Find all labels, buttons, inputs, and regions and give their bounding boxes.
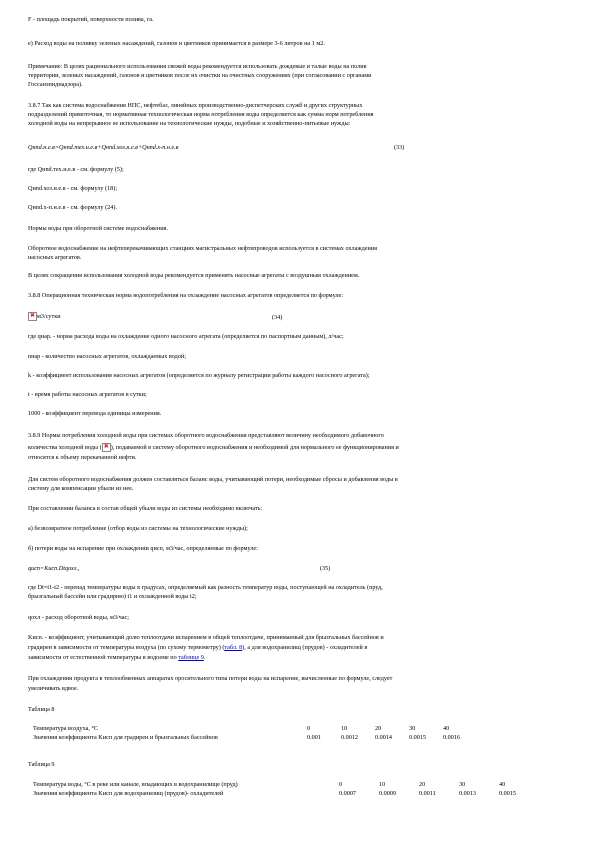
table-row: Температура воды, °C в реке или канале, впадающих в водохранилище (пруд) 0 10 20 30 40	[33, 781, 506, 788]
table-8-title: Таблица 8	[28, 706, 55, 713]
note-line: Примечание: В целях рационального использования свежей воды рекомендуется использовать дождевые и талые воды на полив	[28, 63, 367, 70]
paragraph: где Qнnd.тех.н.е.в - см. формулу (5);	[28, 166, 124, 173]
paragraph-line: 3.8.7 Так как система водоснабжения НПС, нефтебаз, линейных производственно-диспетчерских служб и других структурных	[28, 102, 363, 109]
table-8	[30, 724, 474, 742]
paragraph: Qнnd.хоз.н.е.в - см. формулу (18);	[28, 185, 118, 192]
paragraph: а) безвозвратное потребление (отбор воды из системы на технологические нужды);	[28, 525, 248, 532]
paragraph-line: При охлаждении продукта в теплообменных аппаратах оросительного типа потери воды на испарение, вычисленные по формуле, следует	[28, 675, 393, 682]
paragraph-line: градирен в зависимости от температуры воздуха (по сухому термометру) (табл. 8), а для водохранилищ (прудов) - охладителей в	[28, 644, 368, 651]
formula-33: Qнnd.н.е.в=Qнnd.тех.н.е.в+Qнnd.хоз.н.е.в+Qнnd.х-п.н.е.в	[28, 144, 179, 151]
paragraph: При составлении баланса в состав общей убыли воды из системы необходимо включать:	[28, 505, 263, 512]
paragraph: e) Расход воды на поливку зеленых насаждений, газонов и цветников принимается в размере 3-6 литров на 1 м2.	[28, 40, 325, 47]
note-line: Госсанэпиднадзора).	[28, 81, 83, 88]
paragraph-line: насосных агрегатов.	[28, 254, 82, 261]
paragraph-line: подразделений прямоточная, то нормативная технологическая норма потребления воды определяется как сумма норм потребления	[28, 111, 374, 118]
formula-34: ✖м3/сутки	[28, 312, 278, 322]
paragraph-line: относятся к объему перекачанной нефти.	[28, 454, 137, 461]
paragraph: k - коэффициент использования насосных агрегатов (определяется по журналу регистрации работы каждого насосного агрегата);	[28, 372, 370, 379]
paragraph-line: 3.8.9 Нормы потребления холодной воды при системах оборотного водоснабжения представляют величину необходимого добавочного	[28, 432, 384, 439]
paragraph: 1000 - коэффициент перевода единицы измерения.	[28, 410, 162, 417]
paragraph-line: Для систем оборотного водоснабжения должен составляться баланс воды, учитывающий потери, необходимые сбросы и добавления воды в	[28, 476, 398, 483]
paragraph-line: где Dt=t1-t2 - перепад температуры воды в градусах, определяемый как разность температур воды, поступающей на охладитель (пруд,	[28, 584, 383, 591]
table-9-link[interactable]: таблице 9	[178, 654, 204, 661]
table-row: Значения коэффициента Kисп для водохранилищ (прудов)- охладителей 0.0007 0.0009 0.0011 0.0013 0.0015	[33, 790, 517, 797]
formula-number: (34)	[272, 314, 283, 321]
paragraph: t - время работы насосных агрегатов в сутки;	[28, 391, 147, 398]
paragraph: В целях сокращения использования холодной воды рекомендуется применять насосные агрегаты с воздушным охлаждением.	[28, 272, 360, 279]
paragraph: б) потери воды на испарение при охлаждении qисп, м3/час, определяемые по формуле:	[28, 545, 258, 552]
paragraph: Qнnd.х-п.н.е.в - см. формулу (24).	[28, 204, 117, 211]
formula-number: (35)	[320, 565, 331, 572]
formula-35: qисп=Kисп.Dtqохл.,	[28, 565, 80, 572]
table-8-link[interactable]: табл. 8	[224, 644, 243, 651]
paragraph: 3.8.8 Операционная техническая норма водопотребления на охлаждение насосных агрегатов определяется по формуле:	[28, 292, 343, 299]
formula-number: (33)	[394, 144, 405, 151]
paragraph-line: Kисп. - коэффициент, учитывающий долю теплоотдачи испарением в общей теплоотдаче, принимаемый для брызгальных бассейнов и	[28, 634, 384, 641]
paragraph-line: зависимости от естественной температуры в водоеме по таблице 9.	[28, 654, 206, 661]
paragraph-line: брызгальный бассейн или градирню) t1 и охлажденной воды t2;	[28, 593, 197, 600]
paragraph: F - площадь покрытий, поверхности полива, га.	[28, 16, 154, 23]
broken-image-icon	[102, 443, 111, 452]
broken-image-icon	[28, 312, 37, 321]
paragraph-line: количества холодной воды (✖ ), подаваемой в систему оборотного водоснабжения и необходимой для нормального ее функционирования и	[28, 443, 573, 453]
paragraph-line: систему для компенсации убыли из нее.	[28, 485, 134, 492]
paragraph-line: холодной воды на непрерывное ее использование на технологические нужды, подобные и хозяйственно-питьевые нужды:	[28, 120, 351, 127]
table-row: Значения коэффициента Kисп для градирен и брызгальных бассейнов 0.001 0.0012 0.0014 0.0015 0.0016	[33, 734, 461, 741]
note-line: территории, зеленых насаждений, газонов и цветников после их очистки на очистных сооружениях (при согласовании с органами	[28, 72, 372, 79]
paragraph-line: увеличивать вдвое.	[28, 685, 79, 692]
table-9-title: Таблица 9	[28, 761, 55, 768]
table-9	[30, 780, 536, 798]
paragraph: где qнар. - норма расхода воды на охлаждение одного насосного агрегата (определяется по паспортным данным), л/час;	[28, 333, 344, 340]
paragraph-line: Оборотное водоснабжение на нефтеперекачивающих станциях магистральных нефтепроводов используется в системах охлаждения	[28, 245, 377, 252]
paragraph: nнар - количество насосных агрегатов, охлаждаемых водой;	[28, 353, 186, 360]
table-row: Температура воздуха, °C 0 10 20 30 40	[33, 725, 450, 732]
paragraph: qохл - расход оборотной воды, м3/час;	[28, 614, 129, 621]
section-heading: Нормы воды при оборотной системе водоснабжения.	[28, 225, 168, 232]
